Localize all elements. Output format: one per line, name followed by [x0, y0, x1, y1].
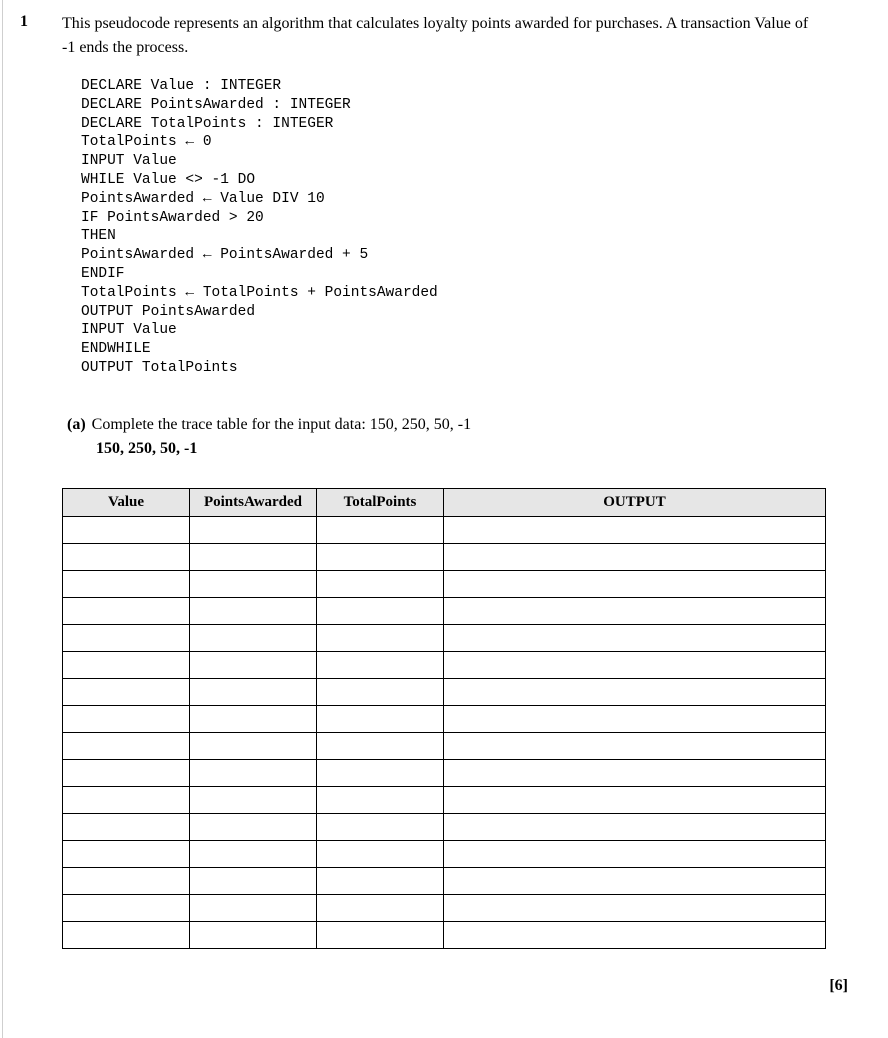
answer-cell-total-points[interactable]	[317, 517, 444, 544]
code-line: TotalPoints ← TotalPoints + PointsAwarded	[81, 284, 438, 301]
table-row	[63, 868, 826, 895]
answer-cell-value[interactable]	[63, 544, 190, 571]
answer-cell-output[interactable]	[444, 652, 826, 679]
answer-cell-points-awarded[interactable]	[190, 760, 317, 787]
answer-cell-total-points[interactable]	[317, 841, 444, 868]
answer-cell-points-awarded[interactable]	[190, 598, 317, 625]
answer-cell-value[interactable]	[63, 598, 190, 625]
trace-table-body	[63, 517, 826, 949]
answer-cell-value[interactable]	[63, 814, 190, 841]
answer-cell-total-points[interactable]	[317, 733, 444, 760]
table-row	[63, 706, 826, 733]
answer-cell-output[interactable]	[444, 922, 826, 949]
answer-cell-total-points[interactable]	[317, 814, 444, 841]
part-a-instruction: Complete the trace table for the input data: 150, 250, 50, -1	[91, 416, 472, 433]
answer-cell-total-points[interactable]	[317, 895, 444, 922]
answer-cell-value[interactable]	[63, 922, 190, 949]
table-row	[63, 625, 826, 652]
answer-cell-points-awarded[interactable]	[190, 733, 317, 760]
header-points-awarded: PointsAwarded	[190, 489, 317, 517]
table-row	[63, 544, 826, 571]
answer-cell-points-awarded[interactable]	[190, 517, 317, 544]
table-row	[63, 652, 826, 679]
marks-allocation: [6]	[829, 977, 848, 994]
answer-cell-total-points[interactable]	[317, 868, 444, 895]
answer-cell-total-points[interactable]	[317, 625, 444, 652]
answer-cell-output[interactable]	[444, 841, 826, 868]
answer-cell-points-awarded[interactable]	[190, 571, 317, 598]
answer-cell-output[interactable]	[444, 679, 826, 706]
answer-cell-value[interactable]	[63, 787, 190, 814]
answer-cell-value[interactable]	[63, 625, 190, 652]
answer-cell-total-points[interactable]	[317, 679, 444, 706]
answer-cell-value[interactable]	[63, 895, 190, 922]
table-row	[63, 733, 826, 760]
answer-cell-output[interactable]	[444, 733, 826, 760]
answer-cell-total-points[interactable]	[317, 706, 444, 733]
header-value: Value	[63, 489, 190, 517]
answer-cell-output[interactable]	[444, 868, 826, 895]
table-row	[63, 787, 826, 814]
answer-cell-output[interactable]	[444, 625, 826, 652]
trace-table-header-row	[63, 489, 826, 517]
code-line: ENDIF	[81, 265, 125, 282]
code-line: DECLARE TotalPoints : INTEGER	[81, 115, 334, 132]
answer-cell-output[interactable]	[444, 598, 826, 625]
answer-cell-points-awarded[interactable]	[190, 895, 317, 922]
input-data: 150, 250, 50, -1	[96, 440, 198, 457]
code-line: INPUT Value	[81, 153, 177, 170]
answer-cell-value[interactable]	[63, 868, 190, 895]
code-line: TotalPoints ← 0	[81, 134, 212, 151]
code-line: PointsAwarded ← PointsAwarded + 5	[81, 247, 369, 264]
trace-table	[62, 488, 826, 949]
table-row	[63, 814, 826, 841]
question-number: 1	[20, 13, 28, 30]
answer-cell-total-points[interactable]	[317, 598, 444, 625]
page-margin-line	[2, 0, 3, 1038]
answer-cell-points-awarded[interactable]	[190, 652, 317, 679]
table-row	[63, 841, 826, 868]
answer-cell-total-points[interactable]	[317, 571, 444, 598]
answer-cell-points-awarded[interactable]	[190, 787, 317, 814]
answer-cell-output[interactable]	[444, 895, 826, 922]
answer-cell-value[interactable]	[63, 571, 190, 598]
part-a-instruction-line	[67, 413, 471, 437]
answer-cell-total-points[interactable]	[317, 760, 444, 787]
answer-cell-output[interactable]	[444, 571, 826, 598]
code-line: THEN	[81, 228, 116, 245]
answer-cell-output[interactable]	[444, 544, 826, 571]
table-row	[63, 517, 826, 544]
answer-cell-points-awarded[interactable]	[190, 544, 317, 571]
answer-cell-output[interactable]	[444, 706, 826, 733]
answer-cell-value[interactable]	[63, 733, 190, 760]
code-line: OUTPUT TotalPoints	[81, 359, 238, 376]
code-line: WHILE Value <> -1 DO	[81, 171, 256, 188]
answer-cell-value[interactable]	[63, 679, 190, 706]
code-line: INPUT Value	[81, 322, 177, 339]
answer-cell-output[interactable]	[444, 787, 826, 814]
answer-cell-points-awarded[interactable]	[190, 625, 317, 652]
header-total-points: TotalPoints	[317, 489, 444, 517]
code-line: OUTPUT PointsAwarded	[81, 303, 256, 320]
answer-cell-points-awarded[interactable]	[190, 922, 317, 949]
answer-cell-value[interactable]	[63, 841, 190, 868]
code-line: DECLARE Value : INTEGER	[81, 78, 282, 94]
answer-cell-points-awarded[interactable]	[190, 814, 317, 841]
code-line: DECLARE PointsAwarded : INTEGER	[81, 96, 351, 113]
answer-cell-points-awarded[interactable]	[190, 706, 317, 733]
question-intro: This pseudocode represents an algorithm that calculates loyalty points awarded for purchases. A transaction Value of -1 ends the process.	[62, 15, 809, 56]
answer-cell-value[interactable]	[63, 706, 190, 733]
answer-cell-value[interactable]	[63, 652, 190, 679]
part-a-label: (a)	[67, 416, 86, 433]
header-output: OUTPUT	[444, 489, 826, 517]
table-row	[63, 922, 826, 949]
table-row	[63, 895, 826, 922]
table-row	[63, 679, 826, 706]
answer-cell-points-awarded[interactable]	[190, 679, 317, 706]
answer-cell-total-points[interactable]	[317, 652, 444, 679]
pseudocode-block	[81, 77, 438, 378]
table-row	[63, 760, 826, 787]
answer-cell-value[interactable]	[63, 517, 190, 544]
answer-cell-output[interactable]	[444, 760, 826, 787]
answer-cell-total-points[interactable]	[317, 787, 444, 814]
table-row	[63, 571, 826, 598]
answer-cell-value[interactable]	[63, 760, 190, 787]
answer-cell-points-awarded[interactable]	[190, 868, 317, 895]
code-line: PointsAwarded ← Value DIV 10	[81, 190, 325, 207]
code-line: ENDWHILE	[81, 341, 151, 358]
answer-cell-total-points[interactable]	[317, 544, 444, 571]
table-row	[63, 598, 826, 625]
answer-cell-output[interactable]	[444, 814, 826, 841]
answer-cell-output[interactable]	[444, 517, 826, 544]
code-line: IF PointsAwarded > 20	[81, 209, 264, 226]
answer-cell-total-points[interactable]	[317, 922, 444, 949]
answer-cell-points-awarded[interactable]	[190, 841, 317, 868]
